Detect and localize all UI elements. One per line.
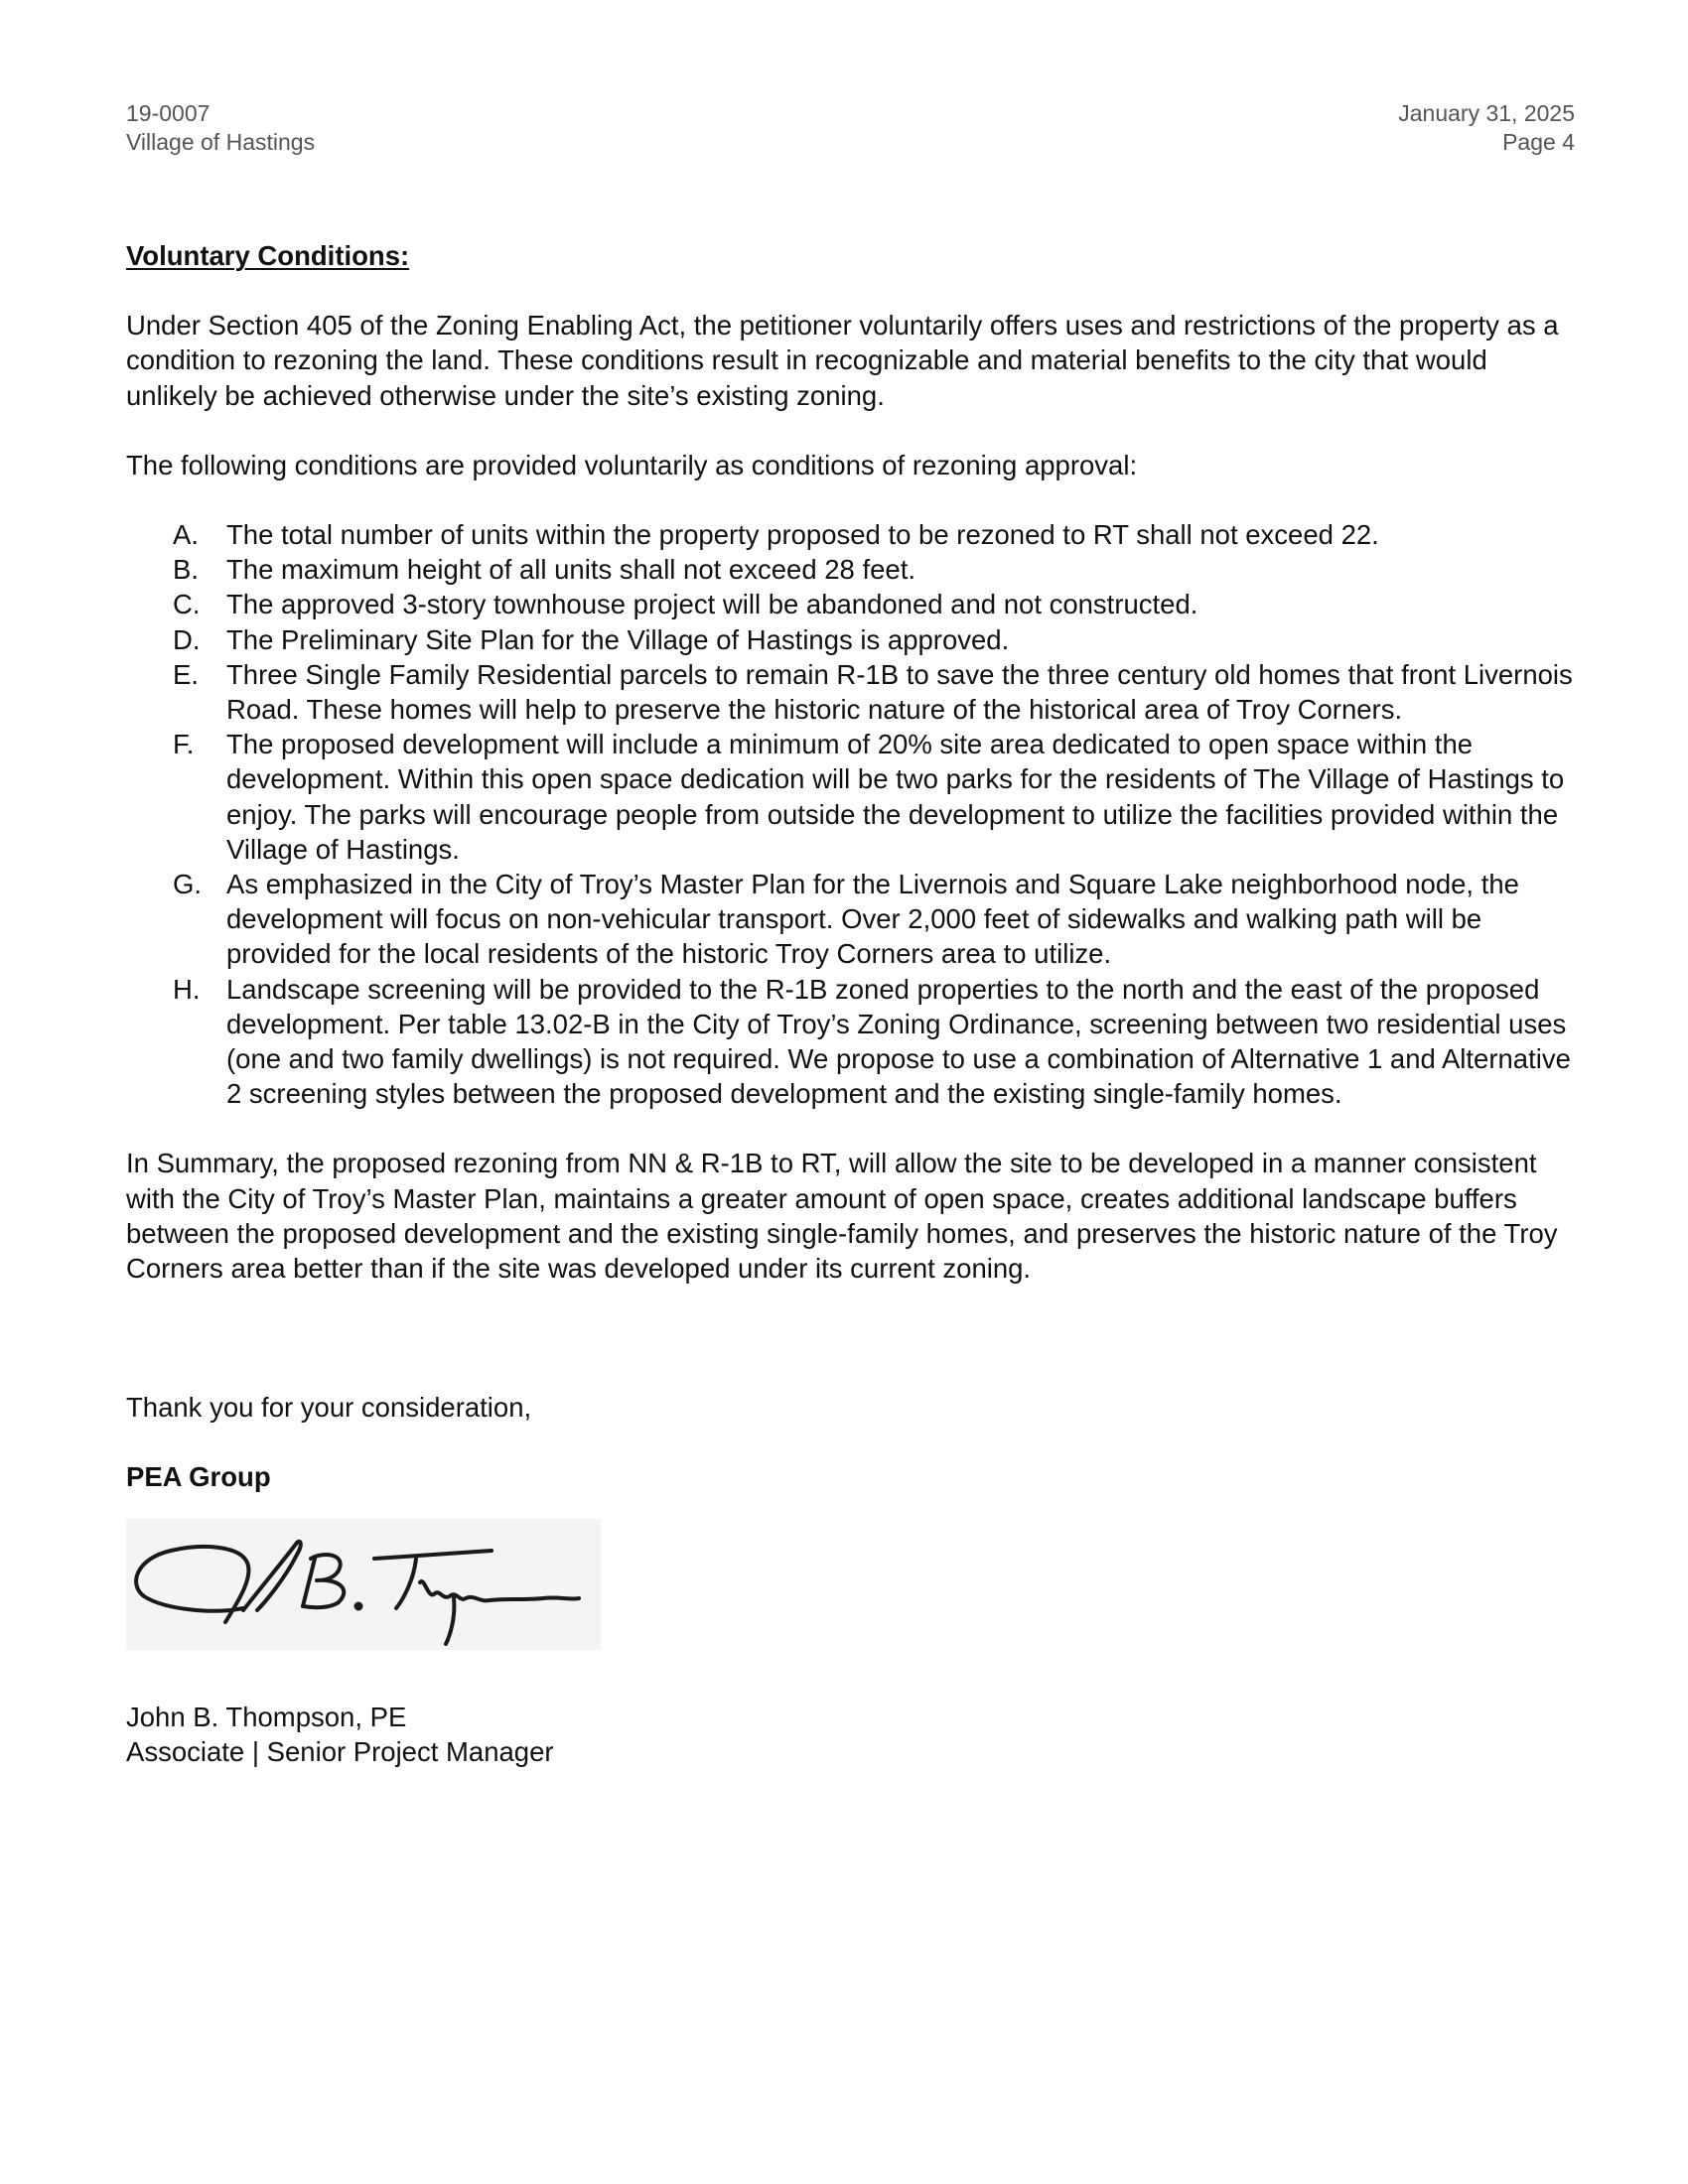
condition-marker: G. — [173, 869, 203, 900]
section-title: Voluntary Conditions: — [126, 240, 410, 271]
summary-paragraph: In Summary, the proposed rezoning from NN & R-1B to RT, will allow the site to be developed in a manner consistent with the City of Troy’s Master Plan, maintains a greater amount of open space, creates additional landscape buffers between the proposed development and the existing single-family homes, and preserves the historic nature of the Troy Corners area better than if the site was developed under its current zoning. — [126, 1148, 1558, 1285]
condition-item — [126, 727, 1586, 867]
company-name: PEA Group — [126, 1461, 271, 1493]
condition-text: The Preliminary Site Plan for the Village of Hastings is approved. — [226, 623, 1010, 655]
signature-icon — [126, 1519, 601, 1650]
condition-marker: E. — [173, 658, 199, 690]
condition-text: Three Single Family Residential parcels to remain R-1B to save the three century old homes that front Livernois Road. These homes will help to preserve the historic nature of the historical area of Troy Corners. — [226, 658, 1573, 726]
condition-text: Landscape screening will be provided to the R-1B zoned properties to the north and the east of the proposed development. Per table 13.02-B in the City of Troy’s Zoning Ordinance, screening between two residential uses (one and two family dwellings) is not required. We propose to use a combination of Alternative 1 and Alternative 2 screening styles between the proposed development and the existing single-family homes. — [226, 973, 1571, 1110]
condition-text: The total number of units within the property proposed to be rezoned to RT shall not exceed 22. — [226, 519, 1379, 551]
condition-marker: B. — [173, 554, 199, 586]
closing-salutation: Thank you for your consideration, — [126, 1392, 532, 1424]
condition-text: The maximum height of all units shall not exceed 28 feet. — [226, 554, 915, 586]
condition-text: The approved 3-story townhouse project will be abandoned and not constructed. — [226, 589, 1198, 620]
condition-text: The proposed development will include a minimum of 20% site area dedicated to open space within the development. Within this open space dedication will be two parks for the residents of The Village of Hastings to enjoy. The parks will encourage people from outside the development to utilize the facilities provided within the Village of Hastings. — [226, 729, 1565, 865]
project-name: Village of Hastings — [126, 129, 316, 155]
condition-item — [126, 622, 1586, 657]
letter-body — [126, 238, 1586, 1769]
condition-item — [126, 972, 1586, 1112]
conditions-lead-in: The following conditions are provided voluntarily as conditions of rezoning approval: — [126, 449, 1138, 480]
condition-marker: D. — [173, 623, 201, 655]
condition-item — [126, 552, 1586, 587]
condition-marker: A. — [173, 519, 199, 551]
letter-date: January 31, 2025 — [1398, 100, 1575, 126]
header-right — [1398, 99, 1575, 157]
project-number: 19-0007 — [126, 100, 211, 126]
condition-marker: H. — [173, 973, 201, 1005]
condition-item — [126, 517, 1586, 552]
conditions-list — [126, 517, 1586, 1111]
condition-marker: F. — [173, 729, 195, 760]
page-number: Page 4 — [1502, 129, 1575, 155]
signer-title: Associate | Senior Project Manager — [126, 1735, 554, 1767]
condition-item — [126, 867, 1586, 972]
intro-paragraph: Under Section 405 of the Zoning Enabling Act, the petitioner voluntarily offers uses and restrictions of the property as a condition to rezoning the land. These conditions result in recognizable and material benefits to the city that would unlikely be achieved otherwise under the site’s existing zoning. — [126, 310, 1559, 411]
condition-marker: C. — [173, 589, 201, 620]
condition-item — [126, 587, 1586, 621]
condition-text: As emphasized in the City of Troy’s Master Plan for the Livernois and Square Lake neighborhood node, the development will focus on non-vehicular transport. Over 2,000 feet of sidewalks and walking path will be provided for the local residents of the historic Troy Corners area to utilize. — [226, 869, 1519, 970]
signer-name: John B. Thompson, PE — [126, 1701, 407, 1732]
header-left — [126, 99, 315, 157]
condition-item — [126, 657, 1586, 727]
